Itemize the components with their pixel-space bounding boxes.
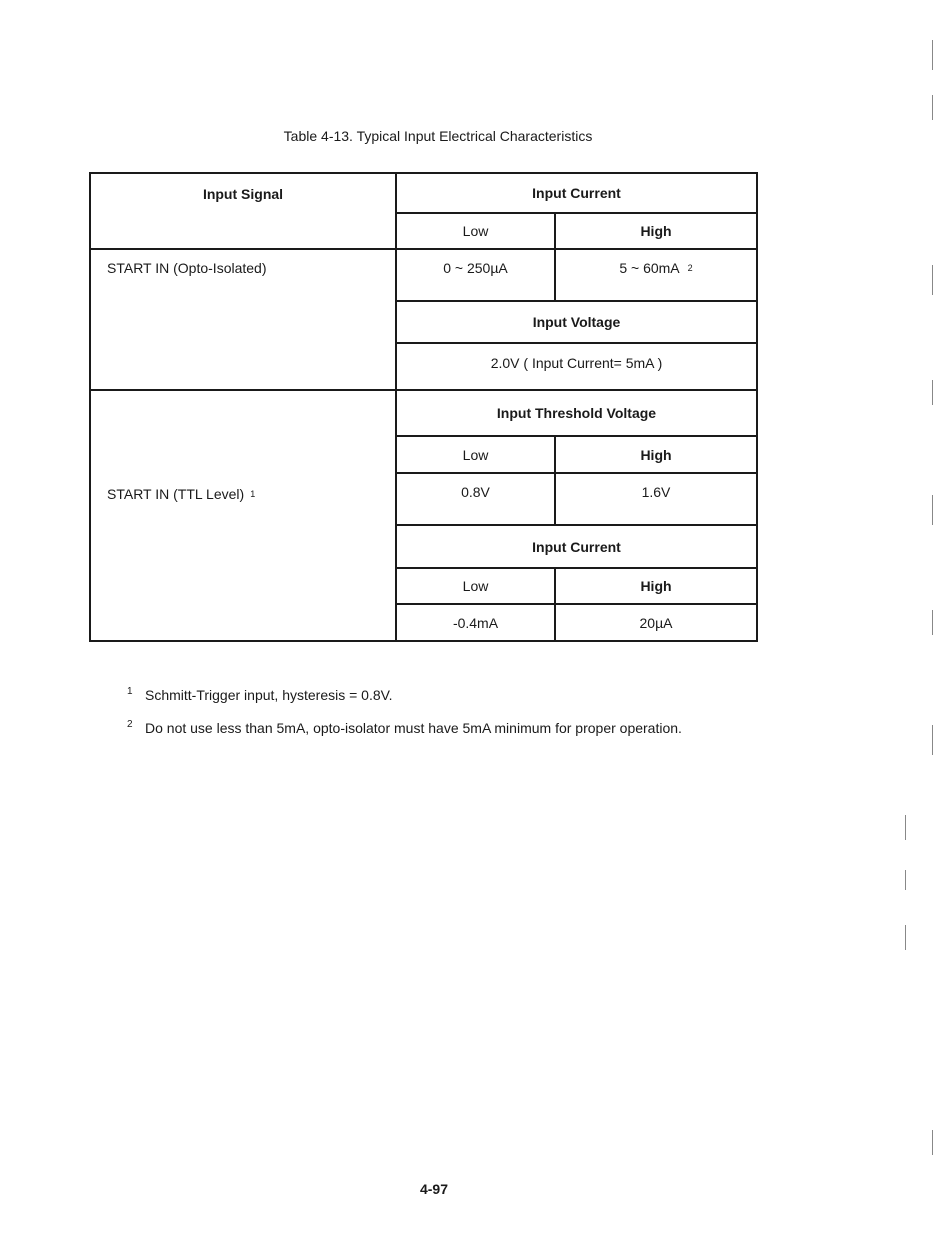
scan-edge-mark bbox=[932, 95, 933, 120]
table-right-border bbox=[756, 172, 758, 642]
table-bottom-border bbox=[89, 640, 758, 642]
input-threshold-voltage-header: Input Threshold Voltage bbox=[496, 405, 657, 421]
scan-edge-mark bbox=[932, 610, 933, 635]
ttl-current-high-header: High bbox=[640, 578, 672, 594]
footnote-1-text: Schmitt-Trigger input, hysteresis = 0.8V. bbox=[145, 687, 393, 703]
input-voltage-header: Input Voltage bbox=[532, 314, 621, 330]
opto-input-voltage: 2.0V ( Input Current= 5mA ) bbox=[490, 354, 663, 371]
table-left-border bbox=[89, 172, 91, 642]
scan-edge-mark bbox=[905, 925, 906, 950]
threshold-low-header: Low bbox=[462, 446, 489, 463]
footnote-1 bbox=[127, 686, 757, 705]
ttl-input-current-header: Input Current bbox=[532, 538, 621, 555]
ttl-current-low-header: Low bbox=[462, 578, 489, 594]
scan-edge-mark bbox=[932, 495, 933, 525]
scan-edge-mark bbox=[932, 1130, 933, 1155]
opto-current-low: 0 ~ 250µA bbox=[443, 260, 508, 276]
ttl-signal-text: START IN (TTL Level) bbox=[107, 486, 245, 502]
scan-edge-mark bbox=[932, 380, 933, 405]
opto-signal-label: START IN (Opto-Isolated) bbox=[107, 260, 267, 276]
scan-edge-mark bbox=[905, 870, 906, 890]
opto-current-high: 5 ~ 60mA 2 bbox=[619, 260, 693, 276]
low-header: Low bbox=[462, 223, 489, 239]
footnotes bbox=[127, 686, 757, 752]
table-caption: Table 4-13. Typical Input Electrical Characteristics bbox=[283, 128, 593, 144]
footnote-1-mark: 1 bbox=[127, 686, 133, 697]
scan-edge-mark bbox=[905, 815, 906, 840]
threshold-high-header: High bbox=[640, 446, 672, 463]
footnote-2-mark: 2 bbox=[127, 719, 133, 730]
page-number: 4-97 bbox=[419, 1181, 449, 1197]
scan-edge-mark bbox=[932, 265, 933, 295]
ttl-signal-label: START IN (TTL Level) 1 bbox=[107, 486, 256, 502]
scan-edge-mark bbox=[932, 725, 933, 755]
input-signal-header: Input Signal bbox=[202, 186, 284, 202]
opto-current-high-value: 5 ~ 60mA bbox=[619, 260, 680, 276]
scan-edge-mark bbox=[932, 40, 933, 70]
ttl-current-low: -0.4mA bbox=[452, 614, 499, 631]
footnote-2-text: Do not use less than 5mA, opto-isolator must have 5mA minimum for proper operation. bbox=[145, 720, 682, 736]
footnote-2 bbox=[127, 719, 757, 738]
high-header: High bbox=[640, 223, 672, 239]
ttl-threshold-high: 1.6V bbox=[641, 484, 671, 500]
ttl-threshold-low: 0.8V bbox=[461, 484, 490, 500]
ttl-current-high: 20µA bbox=[639, 614, 673, 631]
input-current-header: Input Current bbox=[532, 185, 621, 201]
electrical-characteristics-table bbox=[89, 172, 758, 642]
